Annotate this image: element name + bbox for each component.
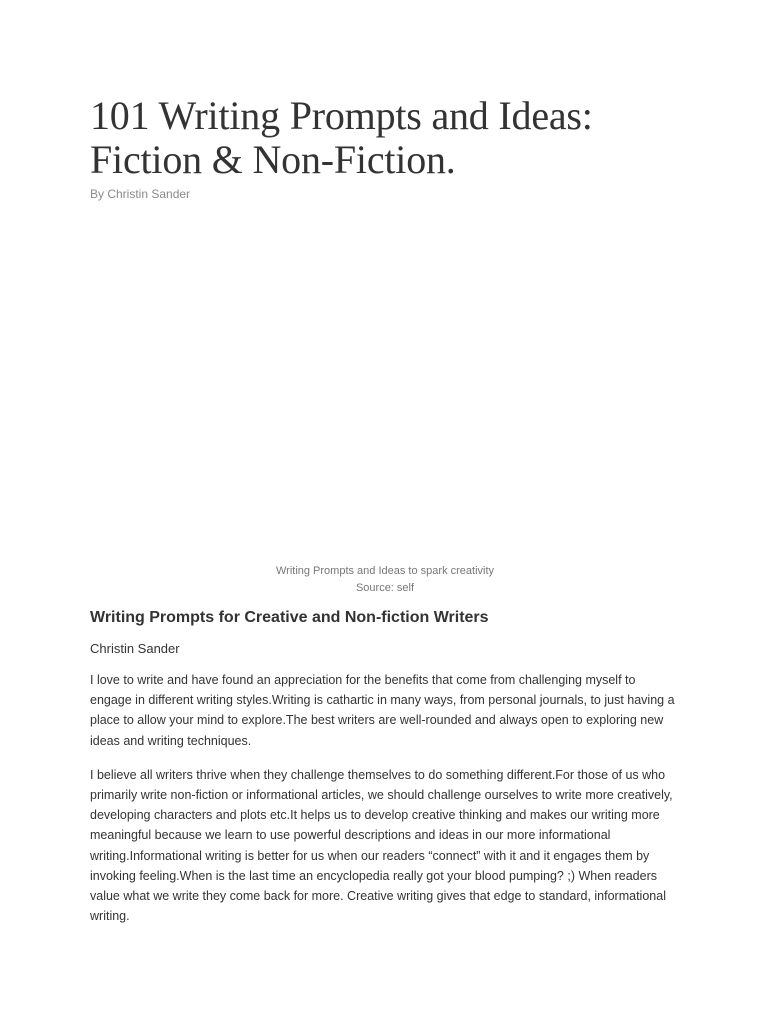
paragraph: I love to write and have found an appreciation for the benefits that come from challenging myself to engage in different writing styles.Writing is cathartic in many ways, from personal journals, to just having a place to allow your mind to explore.The best writers are well-rounded and always open to exploring new ideas and writing techniques. [90, 673, 675, 748]
article-image [90, 201, 680, 563]
author-name: Christin Sander [90, 641, 180, 656]
section-heading: Writing Prompts for Creative and Non-fiction Writers [90, 609, 489, 626]
byline[interactable]: By Christin Sander [90, 187, 191, 201]
caption-source: Source: self [355, 582, 415, 594]
caption-text: Writing Prompts and Ideas to spark creativity [275, 565, 495, 577]
article [90, 0, 680, 926]
page-title: 101 Writing Prompts and Ideas: Fiction & Non-Fiction. [90, 93, 593, 182]
image-caption [90, 563, 680, 597]
paragraph: I believe all writers thrive when they challenge themselves to do something different.For those of us who primarily write non-fiction or informational articles, we should challenge ourselves to write more creatively, developing characters and plots etc.It helps us to develop creative thinking and makes our writing more meaningful because we learn to use powerful descriptions and ideas in our more informational writing.Informational writing is better for us when our readers “connect” with it and it engages them by invoking feeling.When is the last time an encyclopedia really got your blood pumping? ;) When readers value what we write they come back for more. Creative writing gives that edge to standard, informational writing. [90, 767, 673, 924]
